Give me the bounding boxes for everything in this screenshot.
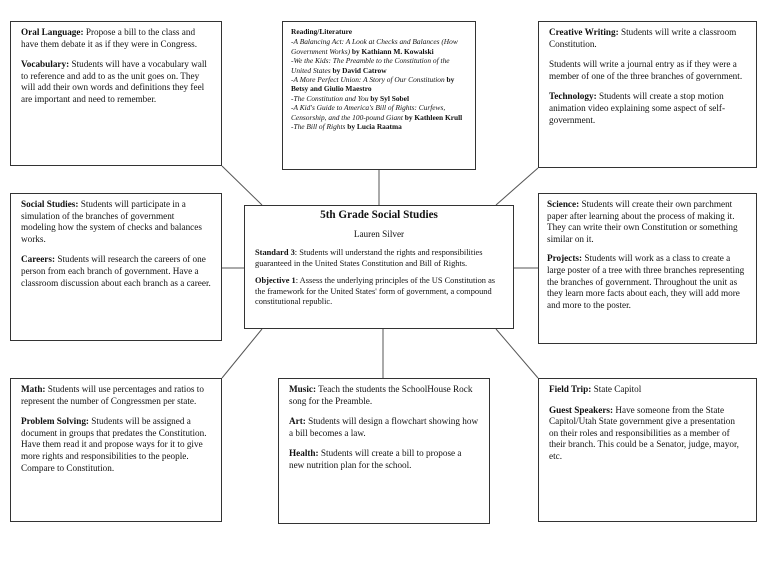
science-label: Science:: [547, 199, 580, 209]
reading-item-title: -A Balancing Act: A Look at Checks and Balances (How Government Works): [291, 37, 458, 56]
problem-solving-text: Students will be assigned a document in groups that predates the Constitution. Have them read it and propose ways for it to give more rights and responsibilities to the people. Compare to Constitution.: [21, 416, 207, 473]
connector-top-right: [496, 168, 538, 205]
guest-speakers-paragraph: [549, 405, 746, 463]
center-topic-box: [244, 205, 514, 329]
vocabulary-label: Vocabulary:: [21, 59, 70, 70]
music-paragraph: [289, 384, 479, 407]
guest-speakers-text: Have someone from the State Capitol/Utah State government give a presentation on their roles and responsibilities as a member of their branch. This could be a Senator, judge, mayor, etc.: [549, 404, 739, 461]
careers-label: Careers:: [21, 254, 56, 265]
standard-paragraph: [255, 248, 503, 269]
reading-item-author: by Kathiann M. Kowalski: [350, 46, 434, 56]
reading-item-author: by Kathleen Krull: [402, 112, 463, 122]
objective-label: Objective 1: [255, 276, 296, 286]
center-author: Lauren Silver: [353, 229, 405, 239]
art-label: Art:: [289, 416, 306, 427]
reading-item: [291, 94, 467, 103]
social-studies-paragraph: [21, 199, 211, 245]
field-trip-label: Field Trip:: [549, 384, 592, 394]
health-paragraph: [289, 448, 479, 471]
creative-writing-paragraph: [549, 27, 746, 50]
field-trip-paragraph: [549, 384, 746, 396]
careers-text: Students will research the careers of one person from each branch of government. Have a classroom discussion about each branch as a career.: [21, 254, 211, 288]
music-label: Music:: [289, 384, 317, 394]
oral-language-label: Oral Language:: [21, 27, 84, 37]
projects-paragraph: [547, 253, 748, 311]
connector-top-left: [222, 166, 262, 205]
social-studies-label: Social Studies:: [21, 199, 79, 209]
reading-item-title: -We the Kids: The Preamble to the Constitution of the United States: [291, 56, 450, 75]
problem-solving-paragraph: [21, 416, 211, 474]
reading-literature-title: Reading/Literature: [291, 27, 353, 36]
careers-paragraph: [21, 254, 211, 289]
reading-item: [291, 122, 467, 131]
math-text: Students will use percentages and ratios to represent the number of Congressmen per state.: [21, 384, 204, 406]
reading-item-title: -The Constitution and You: [291, 93, 369, 103]
connector-bottom-left: [222, 329, 262, 378]
math-label: Math:: [21, 384, 46, 394]
social-studies-text: Students will participate in a simulation of the branches of government modeling how the system of checks and balances works.: [21, 199, 202, 244]
art-paragraph: [289, 416, 479, 439]
technology-text: Students will create a stop motion animation video explaining some aspect of self-government.: [549, 91, 726, 125]
problem-solving-label: Problem Solving:: [21, 416, 89, 427]
vocabulary-paragraph: [21, 59, 211, 105]
objective-text: : Assess the underlying principles of the US Constitution as the framework for the United States' form of government, a compound constitutional republic.: [255, 276, 496, 307]
projects-text: Students will work as a class to create a large poster of a tree with three branches representing the branches of government. Throughout the unit as they learn more facts about each, they will add more and more to the poster.: [547, 253, 745, 310]
art-text: Students will design a flowchart showing how a bill becomes a law.: [289, 416, 479, 438]
reading-item: [291, 37, 467, 56]
reading-item: [291, 103, 467, 122]
reading-literature-box: [282, 21, 476, 170]
reading-item-author: by Syl Sobel: [368, 93, 410, 103]
creative-writing-text: Students will write a classroom Constitution.: [549, 27, 737, 49]
vocabulary-text: Students will have a vocabulary wall to reference and add to as the unit goes on. They will add their own words and definitions they feel are important and need to remember.: [21, 59, 207, 104]
health-text: Students will create a bill to propose a new nutrition plan for the school.: [289, 448, 462, 470]
journal-entry-text: Students will write a journal entry as if they were a member of one of the three branches of government.: [549, 59, 743, 81]
math-paragraph: [21, 384, 211, 407]
oral-language-vocabulary-box: [10, 21, 222, 166]
standard-label: Standard 3: [255, 248, 295, 257]
oral-language-text: Propose a bill to the class and have them debate it as if they were in Congress.: [21, 27, 198, 49]
reading-item-title: -The Bill of Rights: [291, 122, 346, 132]
science-paragraph: [547, 199, 748, 245]
standard-text: : Students will understand the rights and responsibilities guaranteed in the United States Constitution and Bill of Rights.: [255, 248, 483, 268]
science-text: Students will create their own parchment paper after learning about the process of making it. They can write their own Constitution or something similar on it.: [547, 199, 738, 244]
oral-language-paragraph: [21, 27, 211, 50]
science-projects-box: [538, 193, 757, 344]
objective-paragraph: [255, 276, 503, 308]
social-studies-careers-box: [10, 193, 222, 341]
reading-item-author: by Lucia Raatma: [345, 122, 402, 132]
reading-item-author: by Betsy and Giulio Maestro: [291, 75, 455, 94]
field-trip-guest-speakers-box: [538, 378, 757, 522]
reading-item: [291, 75, 467, 94]
health-label: Health:: [289, 448, 319, 459]
reading-item: [291, 56, 467, 75]
reading-item-title: -A Kid's Guide to America's Bill of Rights: Curfews, Censorship, and the 100-pound Giant: [291, 103, 446, 122]
music-text: Teach the students the SchoolHouse Rock song for the Preamble.: [289, 384, 473, 406]
guest-speakers-label: Guest Speakers:: [549, 404, 614, 415]
field-trip-text: State Capitol: [591, 384, 642, 394]
math-problem-solving-box: [10, 378, 222, 522]
center-title: 5th Grade Social Studies: [320, 209, 438, 221]
reading-item-title: -A More Perfect Union: A Story of Our Constitution: [291, 75, 445, 85]
reading-item-author: by David Catrow: [330, 65, 387, 75]
creative-writing-technology-box: [538, 21, 757, 168]
connector-bottom-right: [496, 329, 538, 378]
creative-writing-label: Creative Writing:: [549, 27, 619, 37]
technology-paragraph: [549, 91, 746, 126]
music-art-health-box: [278, 378, 490, 524]
technology-label: Technology:: [549, 91, 597, 102]
projects-label: Projects:: [547, 253, 583, 264]
